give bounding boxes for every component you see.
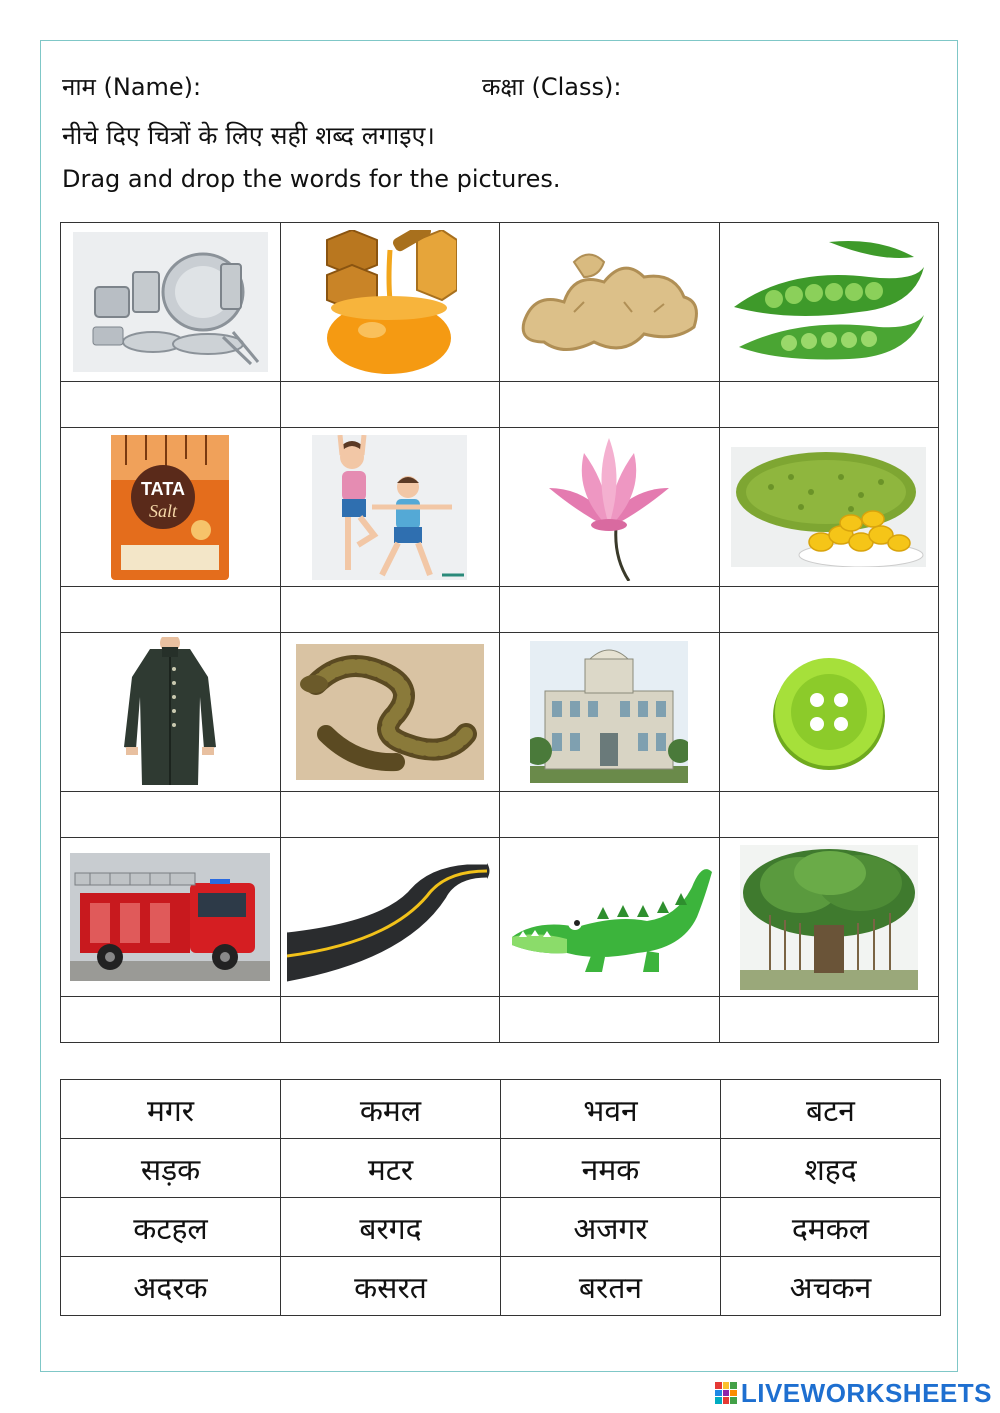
liveworksheets-brand[interactable]	[715, 1379, 992, 1407]
drop-zone[interactable]	[500, 997, 720, 1043]
word-tile[interactable]: बरतन	[501, 1257, 721, 1316]
instruction-english: Drag and drop the words for the pictures.	[62, 165, 561, 193]
crocodile-image	[500, 838, 719, 996]
drop-zone[interactable]	[719, 382, 939, 428]
word-tile[interactable]: मटर	[281, 1139, 501, 1198]
yoga-image	[281, 428, 500, 586]
drop-zone[interactable]	[280, 792, 500, 838]
python-snake-image	[281, 633, 500, 791]
word-tile[interactable]: कसरत	[281, 1257, 501, 1316]
name-label: नाम (Name):	[62, 73, 202, 101]
picture-cell	[280, 223, 500, 382]
picture-cell	[719, 633, 939, 792]
instruction-hindi: नीचे दिए चित्रों के लिए सही शब्द लगाइए।	[62, 121, 435, 150]
honey-image	[281, 223, 500, 381]
word-tile[interactable]: कटहल	[61, 1198, 281, 1257]
word-tile[interactable]: कमल	[281, 1080, 501, 1139]
drop-zone[interactable]	[280, 382, 500, 428]
word-tile[interactable]: बटन	[721, 1080, 941, 1139]
jackfruit-image	[720, 428, 939, 586]
drop-zone[interactable]	[280, 587, 500, 633]
drop-zone[interactable]	[61, 382, 281, 428]
picture-cell	[61, 428, 281, 587]
word-bank	[60, 1079, 941, 1316]
drop-zone[interactable]	[280, 997, 500, 1043]
drop-zone[interactable]	[500, 587, 720, 633]
drop-zone[interactable]	[61, 792, 281, 838]
drop-zone[interactable]	[719, 997, 939, 1043]
ginger-image	[500, 223, 719, 381]
banyan-tree-image	[720, 838, 939, 996]
word-tile[interactable]: बरगद	[281, 1198, 501, 1257]
picture-cell	[61, 223, 281, 382]
picture-cell	[280, 428, 500, 587]
picture-cell	[719, 838, 939, 997]
salt-product-text: Salt	[149, 500, 178, 521]
picture-cell	[280, 838, 500, 997]
word-tile[interactable]: अजगर	[501, 1198, 721, 1257]
picture-cell	[500, 838, 720, 997]
drop-zone[interactable]	[500, 382, 720, 428]
word-tile[interactable]: सड़क	[61, 1139, 281, 1198]
utensils-image	[61, 223, 280, 381]
picture-cell	[500, 633, 720, 792]
picture-cell	[61, 633, 281, 792]
word-tile[interactable]: अचकन	[721, 1257, 941, 1316]
fire-truck-image	[61, 838, 280, 996]
salt-brand-text: TATA	[141, 478, 186, 499]
picture-cell	[500, 428, 720, 587]
achkan-coat-image	[61, 633, 280, 791]
drop-zone[interactable]	[719, 587, 939, 633]
drop-zone[interactable]	[500, 792, 720, 838]
drop-zone[interactable]	[719, 792, 939, 838]
picture-cell	[280, 633, 500, 792]
peas-image	[720, 223, 939, 381]
picture-cell	[500, 223, 720, 382]
mansion-image	[500, 633, 719, 791]
salt-packet-image	[61, 428, 280, 586]
class-label: कक्षा (Class):	[482, 73, 622, 101]
word-tile[interactable]: नमक	[501, 1139, 721, 1198]
picture-cell	[719, 428, 939, 587]
liveworksheets-wordmark: LIVEWORKSHEETS	[740, 1377, 992, 1408]
word-tile[interactable]: शहद	[721, 1139, 941, 1198]
button-image	[720, 633, 939, 791]
word-tile[interactable]: मगर	[61, 1080, 281, 1139]
word-tile[interactable]: अदरक	[61, 1257, 281, 1316]
word-tile[interactable]: दमकल	[721, 1198, 941, 1257]
drop-zone[interactable]	[61, 997, 281, 1043]
liveworksheets-logo-icon	[715, 1382, 737, 1404]
drop-zone[interactable]	[61, 587, 281, 633]
lotus-image	[500, 428, 719, 586]
picture-cell	[61, 838, 281, 997]
word-tile[interactable]: भवन	[501, 1080, 721, 1139]
picture-cell	[719, 223, 939, 382]
picture-grid	[60, 222, 939, 1043]
road-image	[281, 838, 500, 996]
